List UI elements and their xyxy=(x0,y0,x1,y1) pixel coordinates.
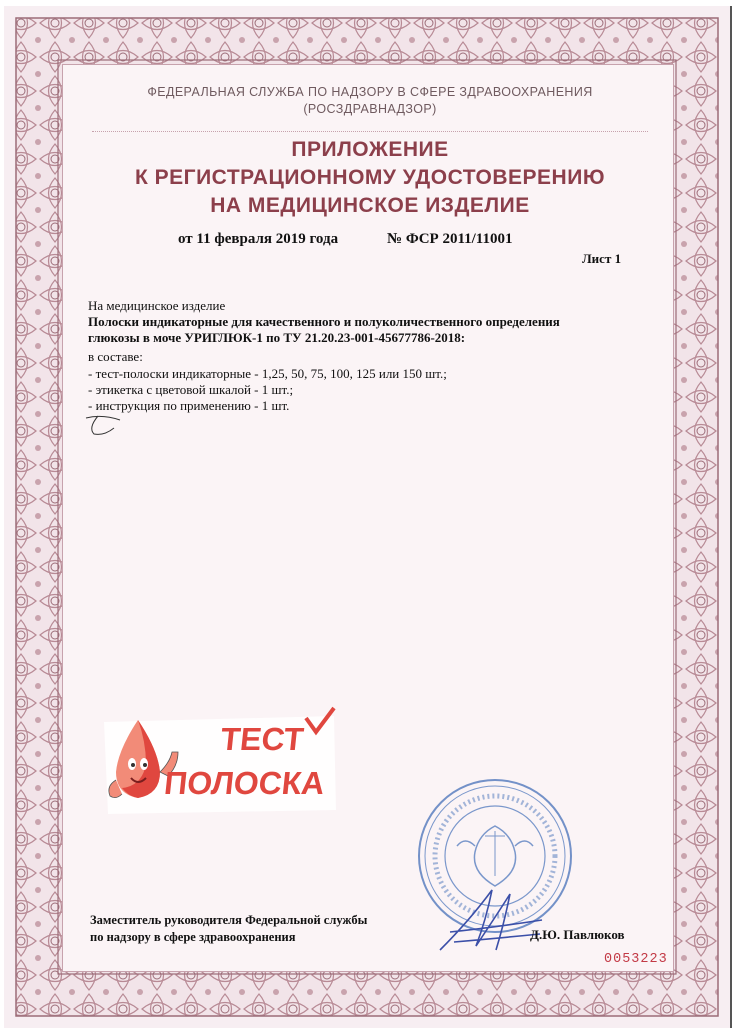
test-strip-logo xyxy=(98,702,343,822)
intro-text: На медицинское изделие xyxy=(88,298,226,313)
title-line-1: ПРИЛОЖЕНИЕ xyxy=(291,138,449,161)
agency-header xyxy=(60,84,680,118)
product-name-line-1: Полоски индикаторные для качественного и полуколичественного определения xyxy=(88,314,560,329)
serial-number: 0053223 xyxy=(604,952,668,967)
agency-name: ФЕДЕРАЛЬНАЯ СЛУЖБА ПО НАДЗОРУ В СФЕРЕ ЗДРАВООХРАНЕНИЯ xyxy=(147,85,593,99)
title-line-3: НА МЕДИЦИНСКОЕ ИЗДЕЛИЕ xyxy=(210,194,530,217)
composition-item: - инструкция по применению - 1 шт. xyxy=(88,398,290,413)
logo-word-strip: ПОЛОСКА xyxy=(162,765,327,801)
product-name-line-2: глюкозы в моче УРИГЛЮК-1 по ТУ 21.20.23-001-45677786-2018: xyxy=(88,330,466,345)
registration-number: № ФСР 2011/11001 xyxy=(387,231,513,247)
handwritten-mark xyxy=(84,410,124,438)
signatory-position xyxy=(90,912,367,946)
composition-label: в составе: xyxy=(88,349,143,364)
header-divider xyxy=(92,131,648,132)
sheet-number: Лист 1 xyxy=(582,251,622,266)
position-line-2: по надзору в сфере здравоохранения xyxy=(90,930,296,944)
signer-name: Д.Ю. Павлюков xyxy=(530,927,625,942)
logo-word-test: ТЕСТ xyxy=(218,721,306,757)
agency-abbreviation: (РОСЗДРАВНАДЗОР) xyxy=(303,102,437,116)
issue-date: от 11 февраля 2019 года xyxy=(178,231,339,247)
title-line-2: К РЕГИСТРАЦИОННОМУ УДОСТОВЕРЕНИЮ xyxy=(135,166,605,189)
composition-item: - тест-полоски индикаторные - 1,25, 50, 75, 100, 125 или 150 шт.; xyxy=(88,366,447,381)
signature xyxy=(430,880,550,960)
position-line-1: Заместитель руководителя Федеральной службы xyxy=(90,913,368,927)
composition-item: - этикетка с цветовой шкалой - 1 шт.; xyxy=(88,382,294,397)
